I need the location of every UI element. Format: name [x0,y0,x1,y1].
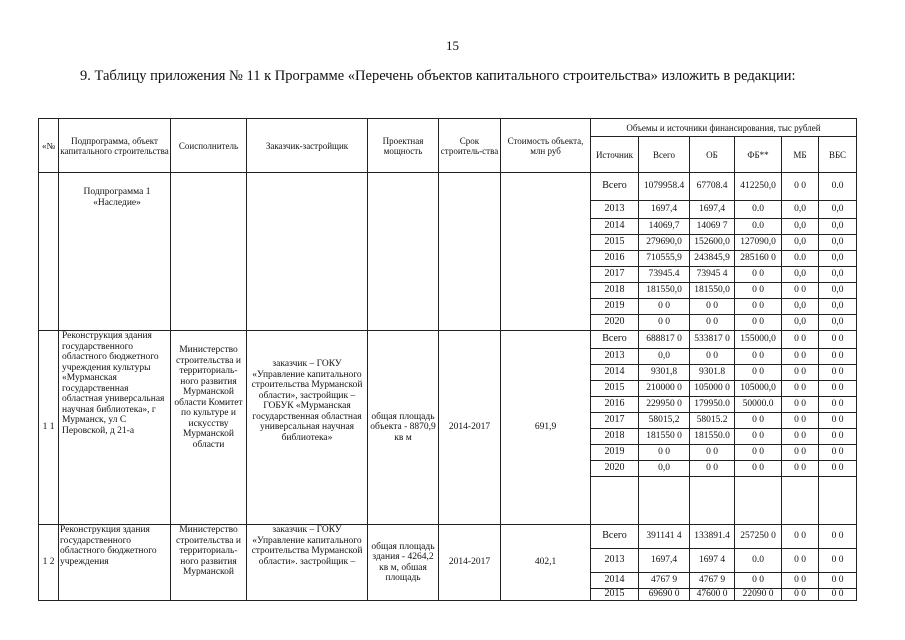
cell-total: 181550 0 [639,429,690,445]
section-num [39,173,59,331]
cell-total: 1079958.4 [639,173,690,201]
section-term: 2014-2017 [439,525,501,601]
cell-source: 2017 [591,413,639,429]
cell-vbs: 0,0 [819,251,857,267]
cell-fb: 50000.0 [735,397,782,413]
cell-total: 210000 0 [639,381,690,397]
cell-vbs: 0,0 [819,235,857,251]
section-cost: 402,1 [501,525,591,601]
cell-ob: 179950.0 [690,397,735,413]
cell-mb: 0 0 [782,173,819,201]
section-object: Реконструкция здания государственного областного бюджетного учреждения культуры «Мурманская государственная областная универсальная научная библиотека», г Мурманск, ул С Перовской, д 21-а [59,331,171,525]
cell-ob: 58015.2 [690,413,735,429]
cell-vbs: 0 0 [819,429,857,445]
section-coexec [171,173,247,331]
cell-ob: 14069 7 [690,219,735,235]
cell-fb: 22090 0 [735,589,782,601]
cell-vbs: 0,0 [819,201,857,219]
cell-total: 0,0 [639,461,690,477]
cell-ob: 152600,0 [690,235,735,251]
section-coexec: Министерство строительства и территориаль-ного развития Мурманской [171,525,247,601]
section-cost: 691,9 [501,331,591,525]
cell-vbs: 0,0 [819,299,857,315]
section-capacity: общая площадь здания - 4264,2 кв м, обшая площадь [368,525,439,601]
cell-mb: 0 0 [782,331,819,349]
cell-vbs: 0 0 [819,589,857,601]
cell-fb: 155000,0 [735,331,782,349]
table-row [39,173,857,201]
cell-mb: 0 0 [782,589,819,601]
capital-construction-table [38,118,857,601]
cell-fb: 285160 0 [735,251,782,267]
header-ob: ОБ [690,137,735,173]
cell-mb: 0 0 [782,381,819,397]
cell-mb: 0,0 [782,201,819,219]
cell-ob: 0 0 [690,299,735,315]
cell-total: 279690,0 [639,235,690,251]
cell-source: 2013 [591,349,639,365]
cell-source: 2013 [591,201,639,219]
cell-vbs: 0 0 [819,397,857,413]
cell-ob: 0 0 [690,349,735,365]
cell-vbs: 0 0 [819,349,857,365]
cell-ob: 0 0 [690,461,735,477]
cell-source: 2014 [591,365,639,381]
cell-vbs: 0 0 [819,413,857,429]
cell-fb: 257250 0 [735,525,782,549]
cell-empty [690,477,735,525]
section-num: 1 2 [39,525,59,601]
cell-mb: 0 0 [782,349,819,365]
cell-fb: 0 0 [735,445,782,461]
cell-fb: 0 0 [735,365,782,381]
cell-fb: 0.0 [735,549,782,573]
cell-total: 229950 0 [639,397,690,413]
cell-source: 2020 [591,315,639,331]
cell-vbs: 0 0 [819,461,857,477]
cell-source: 2020 [591,461,639,477]
cell-fb: 0.0 [735,219,782,235]
cell-mb: 0,0 [782,219,819,235]
cell-ob: 181550,0 [690,283,735,299]
cell-source: 2016 [591,397,639,413]
header-coexec: Соисполнитель [171,119,247,173]
cell-empty [735,477,782,525]
section-object: Подпрограмма 1 «Наследие» [59,173,171,331]
cell-ob: 0 0 [690,445,735,461]
section-num: 1 1 [39,331,59,525]
header-customer: Заказчик-застройщик [247,119,368,173]
section-capacity [368,173,439,331]
cell-ob: 1697 4 [690,549,735,573]
header-num: «№ [39,119,59,173]
cell-mb: 0 0 [782,429,819,445]
cell-source: 2013 [591,549,639,573]
cell-total: 0 0 [639,445,690,461]
cell-ob: 243845,9 [690,251,735,267]
cell-fb: 0 0 [735,267,782,283]
cell-mb: 0,0 [782,299,819,315]
cell-source: 2017 [591,267,639,283]
cell-total: 0,0 [639,349,690,365]
cell-mb: 0 0 [782,413,819,429]
cell-source: 2016 [591,251,639,267]
cell-source: 2018 [591,429,639,445]
cell-ob: 67708.4 [690,173,735,201]
cell-mb: 0,0 [782,235,819,251]
cell-vbs: 0,0 [819,219,857,235]
cell-mb: 0 0 [782,573,819,589]
cell-vbs: 0 0 [819,445,857,461]
cell-empty [591,477,639,525]
cell-vbs: 0,0 [819,267,857,283]
cell-ob: 4767 9 [690,573,735,589]
cell-source: Всего [591,525,639,549]
cell-ob: 133891.4 [690,525,735,549]
cell-source: 2019 [591,445,639,461]
cell-fb: 0 0 [735,315,782,331]
cell-fb: 0 0 [735,283,782,299]
cell-fb: 412250,0 [735,173,782,201]
cell-ob: 1697,4 [690,201,735,219]
cell-source: 2014 [591,573,639,589]
cell-fb: 0 0 [735,413,782,429]
table-body [39,173,857,601]
cell-total: 710555,9 [639,251,690,267]
cell-vbs: 0 0 [819,525,857,549]
cell-vbs: 0.0 [819,173,857,201]
cell-source: 2015 [591,235,639,251]
cell-ob: 73945 4 [690,267,735,283]
page-number: 15 [446,38,459,53]
cell-vbs: 0,0 [819,315,857,331]
cell-fb: 0 0 [735,461,782,477]
cell-total: 391141 4 [639,525,690,549]
cell-source: Всего [591,331,639,349]
cell-source: Всего [591,173,639,201]
cell-mb: 0 0 [782,525,819,549]
header-capacity: Проектная мощность [368,119,439,173]
cell-total: 0 0 [639,315,690,331]
section-coexec: Министерство строительства и территориаль-ного развития Мурманской области Комитет по культуре и искусству Мурманской области [171,331,247,525]
cell-mb: 0.0 [782,251,819,267]
cell-fb: 0 0 [735,299,782,315]
cell-total: 181550,0 [639,283,690,299]
cell-fb: 0 0 [735,573,782,589]
cell-ob: 9301.8 [690,365,735,381]
intro-paragraph: 9. Таблицу приложения № 11 к Программе «Перечень объектов капитального строительства» изложить в редакции: [80,68,796,84]
cell-vbs: 0 0 [819,365,857,381]
table-row [39,525,857,549]
cell-ob: 47600 0 [690,589,735,601]
cell-vbs: 0 0 [819,331,857,349]
cell-source: 2018 [591,283,639,299]
table-row [39,331,857,349]
cell-mb: 0,0 [782,315,819,331]
header-vbs: ВБС [819,137,857,173]
header-source: Источник [591,137,639,173]
cell-source: 2015 [591,589,639,601]
cell-fb: 0 0 [735,349,782,365]
cell-mb: 0 0 [782,397,819,413]
cell-mb: 0 0 [782,549,819,573]
header-total: Всего [639,137,690,173]
section-customer: заказчик – ГОКУ «Управление капитального строительства Мурманской области», застройщик – ГОБУК «Мурманская государственная областная универсальная научная библиотека» [247,331,368,525]
cell-empty [639,477,690,525]
cell-vbs: 0 0 [819,381,857,397]
cell-total: 9301,8 [639,365,690,381]
cell-fb: 0 0 [735,429,782,445]
cell-total: 14069,7 [639,219,690,235]
cell-source: 2015 [591,381,639,397]
header-object: Подпрограмма, объект капитального строительства [59,119,171,173]
section-term: 2014-2017 [439,331,501,525]
cell-mb: 0 0 [782,365,819,381]
cell-total: 1697,4 [639,549,690,573]
cell-total: 4767 9 [639,573,690,589]
header-mb: МБ [782,137,819,173]
header-fb: ФБ** [735,137,782,173]
cell-ob: 0 0 [690,315,735,331]
cell-ob: 533817 0 [690,331,735,349]
cell-mb: 0,0 [782,267,819,283]
section-customer [247,173,368,331]
header-funding: Объемы и источники финансирования, тыс рублей [591,119,857,137]
cell-empty [782,477,819,525]
cell-ob: 181550.0 [690,429,735,445]
cell-total: 69690 0 [639,589,690,601]
section-customer: заказчик – ГОКУ «Управление капитального строительства Мурманской области». застройщик – [247,525,368,601]
section-capacity: общая площадь объекта - 8870,9 кв м [368,331,439,525]
cell-mb: 0 0 [782,283,819,299]
header-term: Срок строитель-ства [439,119,501,173]
cell-fb: 105000,0 [735,381,782,397]
cell-mb: 0 0 [782,461,819,477]
cell-ob: 105000 0 [690,381,735,397]
cell-fb: 127090,0 [735,235,782,251]
cell-empty [819,477,857,525]
cell-total: 688817 0 [639,331,690,349]
cell-vbs: 0 0 [819,549,857,573]
cell-total: 73945.4 [639,267,690,283]
section-object: Реконструкция здания государственного областного бюджетного учреждения [59,525,171,601]
cell-mb: 0 0 [782,445,819,461]
cell-total: 1697,4 [639,201,690,219]
section-term [439,173,501,331]
cell-vbs: 0,0 [819,283,857,299]
section-cost [501,173,591,331]
cell-source: 2014 [591,219,639,235]
cell-fb: 0.0 [735,201,782,219]
cell-source: 2019 [591,299,639,315]
cell-total: 0 0 [639,299,690,315]
cell-vbs: 0 0 [819,573,857,589]
cell-total: 58015,2 [639,413,690,429]
header-cost: Стоимость объекта, млн руб [501,119,591,173]
